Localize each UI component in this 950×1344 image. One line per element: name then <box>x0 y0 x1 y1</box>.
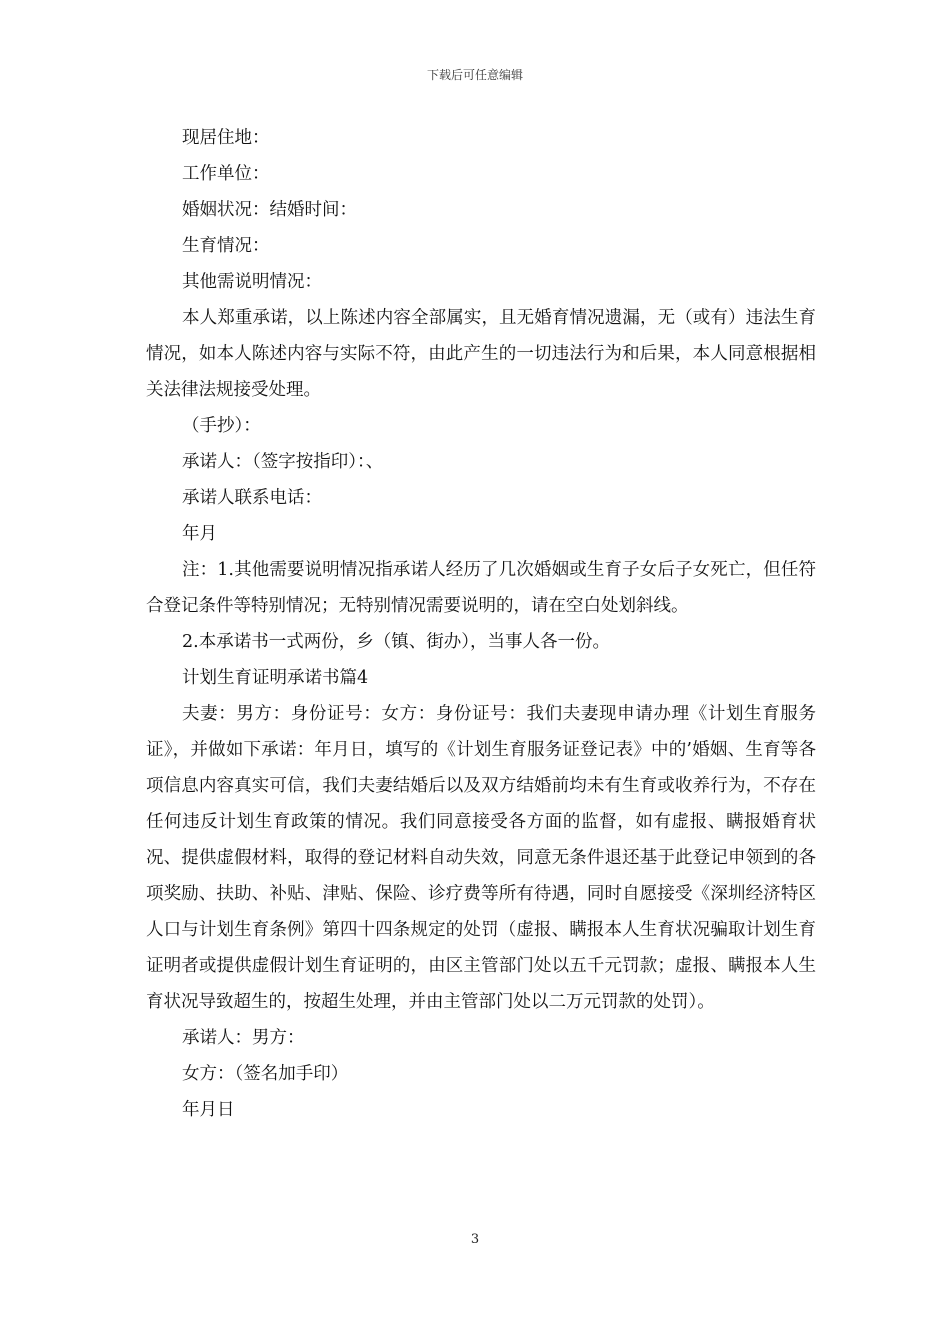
marital-status-line: 婚姻状况：结婚时间： <box>182 200 357 220</box>
signatory-male-line: 承诺人：男方： <box>182 1028 305 1048</box>
phone-line: 承诺人联系电话： <box>182 488 322 508</box>
signatory-female-line: 女方：（签名加手印） <box>182 1064 349 1084</box>
work-unit-line: 工作单位： <box>182 164 270 184</box>
other-info-line: 其他需说明情况： <box>182 272 322 292</box>
residence-line: 现居住地： <box>182 128 270 148</box>
page-header-note: 下载后可任意编辑 <box>426 68 523 82</box>
note-item-2: 2.本承诺书一式两份，乡（镇、街办），当事人各一份。 <box>182 632 610 652</box>
signatory-line: 承诺人：（签字按指印）：、 <box>182 452 384 472</box>
childbirth-line: 生育情况： <box>182 236 270 256</box>
document-body <box>146 120 816 1128</box>
couple-pledge-paragraph: 夫妻：男方：身份证号：女方：身份证号：我们夫妻现申请办理《计划生育服务证》，并做如下承诺：年月日，填写的《计划生育服务证登记表》中的’婚姻、生育等各项信息内容真实可信，我们夫妻结婚后以及双方结婚前均未有生育或收养行为，不存在任何违反计划生育政策的情况。我们同意接受各方面的监督，如有虚报、瞒报婚育状况、提供虚假材料，取得的登记材料自动失效，同意无条件退还基于此登记申领到的各项奖励、扶助、补贴、津贴、保险、诊疗费等所有待遇，同时自愿接受《深圳经济特区人口与计划生育条例》第四十四条规定的处罚（虚报、瞒报本人生育状况骗取计划生育证明者或提供虚假计划生育证明的，由区主管部门处以五千元罚款；虚报、瞒报本人生育状况导致超生的，按超生处理，并由主管部门处以二万元罚款的处罚）。 <box>146 704 816 1012</box>
section-title: 计划生育证明承诺书篇4 <box>182 668 369 688</box>
handwritten-line: （手抄）： <box>182 416 261 436</box>
note-paragraph: 注：1.其他需要说明情况指承诺人经历了几次婚姻或生育子女后子女死亡，但任符合登记条件等特别情况；无特别情况需要说明的，请在空白处划斜线。 <box>146 560 816 616</box>
date-line: 年月 <box>182 524 217 544</box>
pledge-paragraph: 本人郑重承诺，以上陈述内容全部属实，且无婚育情况遗漏，无（或有）违法生育情况，如本人陈述内容与实际不符，由此产生的一切违法行为和后果，本人同意根据相关法律法规接受处理。 <box>146 308 816 400</box>
page-number: 3 <box>470 1232 480 1247</box>
final-date-line: 年月日 <box>182 1100 235 1120</box>
